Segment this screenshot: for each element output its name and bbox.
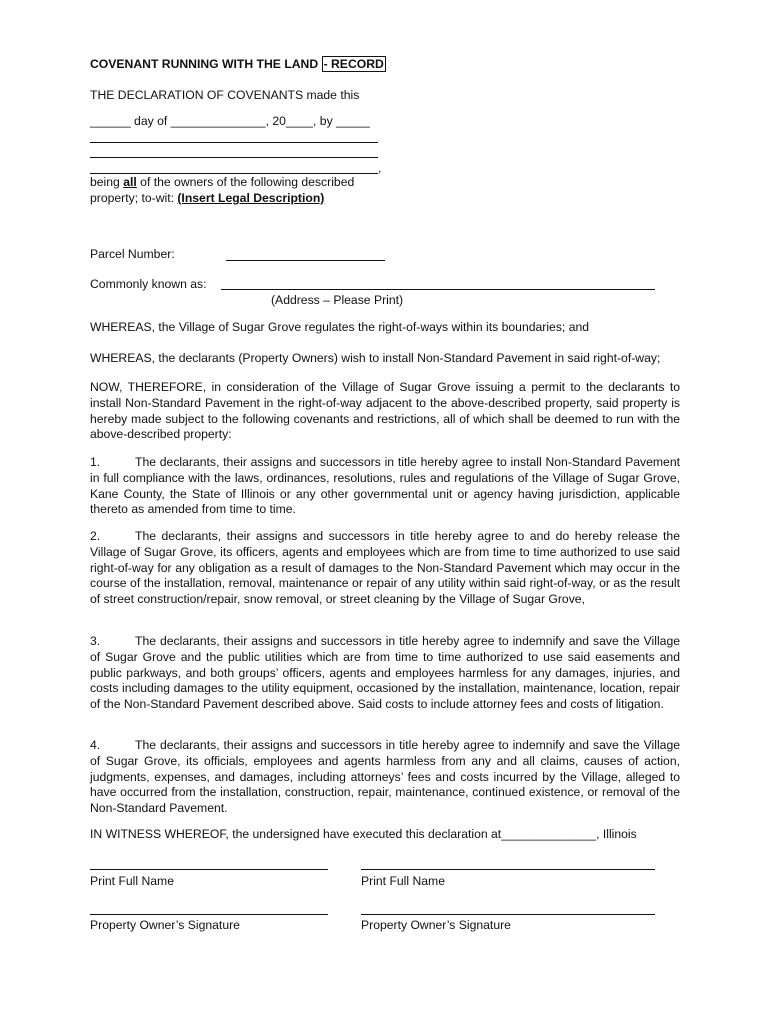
witness-pre: IN WITNESS WHEREOF, the undersigned have executed this declaration at [90, 827, 502, 841]
signature-label-left: Property Owner’s Signature [90, 918, 240, 932]
month-blank[interactable]: ______________ [170, 114, 266, 128]
being-post: of the owners of the following described [136, 175, 355, 189]
title-main: COVENANT RUNNING WITH THE LAND [90, 57, 322, 71]
clause-number: 4. [90, 738, 101, 752]
day-blank[interactable]: ______ [90, 114, 131, 128]
commonly-known-label: Commonly known as: [90, 277, 207, 291]
by-blank[interactable]: _____ [336, 114, 370, 128]
day-of-text: day of [130, 114, 171, 128]
print-name-label-right: Print Full Name [361, 874, 445, 888]
record-box: - RECORD [323, 57, 384, 71]
signature-line-right[interactable] [361, 914, 655, 915]
clause-text: The declarants, their assigns and successors in title hereby agree to install Non-Standard Pavement in full compliance with the laws, ordinances, resolutions, rules and regulations of the Village of Sugar Grove, Kane County, the State of Illinois or any other governmental unit or agency having jurisdiction, applicable thereto as amended from time to time. [90, 455, 680, 517]
owner-line-1[interactable] [90, 142, 378, 143]
parcel-number-label: Parcel Number: [90, 247, 175, 261]
parcel-number-field[interactable] [226, 260, 385, 261]
print-name-line-right[interactable] [361, 869, 655, 870]
clause-text: The declarants, their assigns and successors in title hereby agree to indemnify and save the Village of Sugar Grove, its officials, employees and agents harmless from any and all claims, causes of action, judgments, expenses, and damages, including attorneys’ fees and costs incurred by the Village, alleged to have occurred from the installation, construction, repair, maintenance, continued existence, or removal of the Non-Standard Pavement. [90, 738, 680, 815]
location-blank[interactable]: ______________ [501, 827, 597, 841]
whereas-1: WHEREAS, the Village of Sugar Grove regulates the right-of-ways within its boundaries; and [90, 320, 590, 334]
year-blank[interactable]: ____ [285, 114, 314, 128]
clause-4 [90, 738, 680, 817]
by-text: , by [313, 114, 337, 128]
clause-number: 2. [90, 529, 101, 543]
address-field[interactable] [221, 289, 655, 290]
whereas-2: WHEREAS, the declarants (Property Owners) wish to install Non-Standard Pavement in said right-of-way; [90, 351, 661, 365]
clause-1 [90, 455, 680, 518]
clause-text: The declarants, their assigns and successors in title hereby agree to indemnify and save the Village of Sugar Grove and the public utilities which are from time to time authorized to use said easements and public parkways, and both groups’ officers, agents and employees harmless for any damages, injuries, and costs including damages to the utility equipment, occasioned by the installation, maintenance, location, repair of the Non-Standard Pavement described above. Said costs to include attorney fees and costs of litigation. [90, 634, 680, 711]
owner-line-comma: , [378, 161, 382, 175]
document-title [90, 56, 386, 72]
address-hint: (Address – Please Print) [271, 293, 404, 307]
clause-number: 1. [90, 455, 101, 469]
now-therefore: NOW, THEREFORE, in consideration of the Village of Sugar Grove issuing a permit to the declarants to install Non-Standard Pavement in the right-of-way adjacent to the above-described property, said property is hereby made subject to the following covenants and restrictions, all of which shall be deemed to run with the above-described property: [90, 380, 680, 442]
signature-line-left[interactable] [90, 914, 328, 915]
print-name-label-left: Print Full Name [90, 874, 174, 888]
year-prefix: , 20 [265, 114, 286, 128]
witness-post: , Illinois [596, 827, 637, 841]
all-emphasis: all [123, 175, 137, 189]
clause-number: 3. [90, 634, 101, 648]
being-pre: being [90, 175, 124, 189]
legal-description-placeholder: (Insert Legal Description) [177, 191, 325, 205]
property-line [90, 190, 324, 206]
declaration-intro: THE DECLARATION OF COVENANTS made this [90, 88, 360, 102]
date-line [90, 113, 370, 129]
witness-line [90, 826, 637, 842]
owner-line-2[interactable] [90, 157, 378, 158]
print-name-line-left[interactable] [90, 869, 328, 870]
being-all-line [90, 174, 354, 190]
signature-label-right: Property Owner’s Signature [361, 918, 511, 932]
clause-3 [90, 634, 680, 713]
clause-2 [90, 529, 680, 608]
property-pre: property; to-wit: [90, 191, 178, 205]
clause-text: The declarants, their assigns and successors in title hereby agree to and do hereby release the Village of Sugar Grove, its officers, agents and employees which are from time to time authorized to use said right-of-way for any obligation as a result of damages to the Non-Standard Pavement which may occur in the course of the installation, removal, maintenance or repair of any utility within said right-of-way, or as the result of street construction/repair, snow removal, or street cleaning by the Village of Sugar Grove, [90, 529, 680, 606]
